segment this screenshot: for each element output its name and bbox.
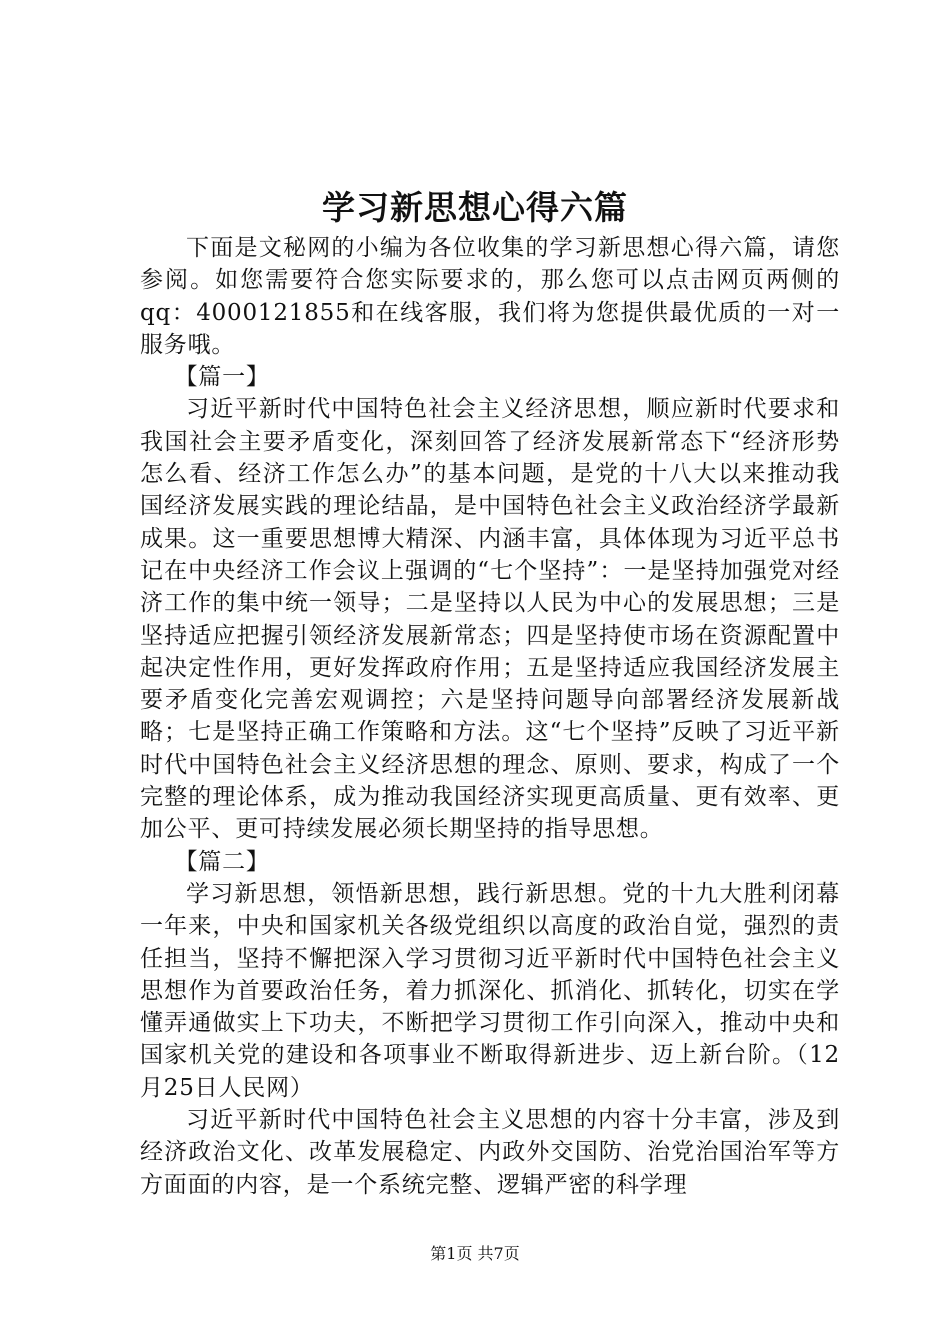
section-2-paragraph-1: 学习新思想，领悟新思想，践行新思想。党的十九大胜利闭幕一年来，中央和国家机关各级党组织以高度的政治自觉，强烈的责任担当，坚持不懈把深入学习贯彻习近平新时代中国特色社会主义思想作为首要政治任务，着力抓深化、抓消化、抓转化，切实在学懂弄通做实上下功夫，不断把学习贯彻工作引向深入，推动中央和国家机关党的建设和各项事业不断取得新进步、迈上新台阶。（12月25日人民网）	[140, 880, 840, 1101]
section-2-paragraph-2: 习近平新时代中国特色社会主义思想的内容十分丰富，涉及到经济政治文化、改革发展稳定、内政外交国防、治党治国治军等方方面面的内容，是一个系统完整、逻辑严密的科学理	[140, 1107, 840, 1198]
section-heading-2: 【篇二】	[174, 848, 270, 875]
section-heading-1: 【篇一】	[174, 364, 270, 391]
document-body	[140, 232, 840, 1201]
document-title: 学习新思想心得六篇	[322, 188, 628, 227]
intro-paragraph: 下面是文秘网的小编为各位收集的学习新思想心得六篇，请您参阅。如您需要符合您实际要求的，那么您可以点击网页两侧的qq：4000121855和在线客服，我们将为您提供最优质的一对一服务哦。	[140, 235, 840, 358]
page-footer: 第1页 共7页	[430, 1244, 520, 1263]
section-1-paragraph: 习近平新时代中国特色社会主义经济思想，顺应新时代要求和我国社会主要矛盾变化，深刻回答了经济发展新常态下“经济形势怎么看、经济工作怎么办”的基本问题，是党的十八大以来推动我国经济发展实践的理论结晶，是中国特色社会主义政治经济学最新成果。这一重要思想博大精深、内涵丰富，具体体现为习近平总书记在中央经济工作会议上强调的“七个坚持”：一是坚持加强党对经济工作的集中统一领导；二是坚持以人民为中心的发展思想；三是坚持适应把握引领经济发展新常态；四是坚持使市场在资源配置中起决定性作用，更好发挥政府作用；五是坚持适应我国经济发展主要矛盾变化完善宏观调控；六是坚持问题导向部署经济发展新战略；七是坚持正确工作策略和方法。这“七个坚持”反映了习近平新时代中国特色社会主义经济思想的理念、原则、要求，构成了一个完整的理论体系，成为推动我国经济实现更高质量、更有效率、更加公平、更可持续发展必须长期坚持的指导思想。	[140, 396, 840, 843]
